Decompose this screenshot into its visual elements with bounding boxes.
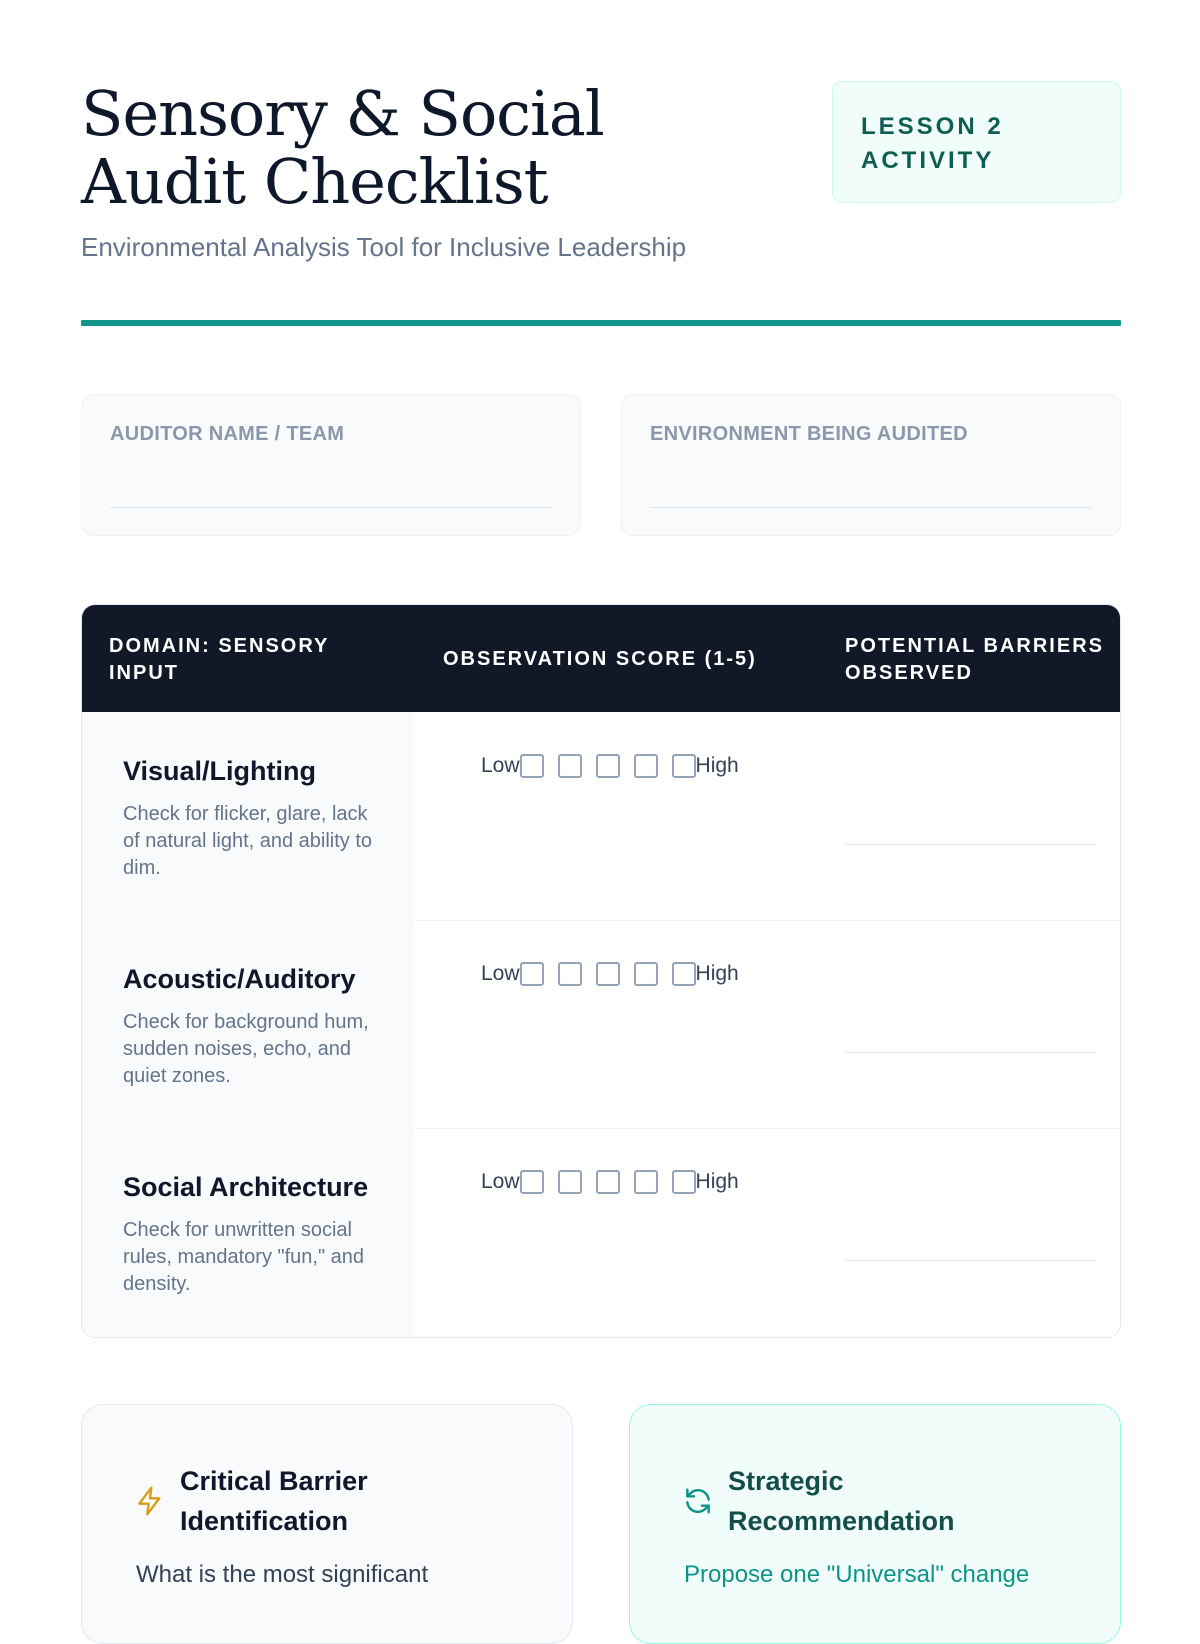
- table-header: [82, 605, 1120, 712]
- score-scale: [481, 753, 739, 779]
- scale-low-label: Low: [481, 754, 520, 777]
- page-title: Sensory & Social Audit Checklist: [81, 77, 604, 218]
- auditor-name-line[interactable]: [110, 507, 552, 508]
- refresh-icon: [682, 1485, 714, 1517]
- domain-cell: [82, 712, 414, 920]
- score-checkbox-1[interactable]: [520, 1170, 544, 1194]
- table-row: [82, 1128, 1120, 1336]
- lesson-badge: LESSON 2 ACTIVITY: [832, 81, 1121, 203]
- score-checkbox-3[interactable]: [596, 1170, 620, 1194]
- card-title: Critical Barrier Identification: [180, 1466, 368, 1536]
- card-prompt: What is the most significant: [136, 1561, 429, 1588]
- card-prompt: Propose one "Universal" change: [684, 1561, 1030, 1588]
- domain-cell: [82, 920, 414, 1128]
- score-checkbox-5[interactable]: [672, 1170, 696, 1194]
- environment-field[interactable]: [621, 394, 1121, 536]
- card-title: Strategic Recommendation: [728, 1466, 955, 1536]
- domain-description: Check for flicker, glare, lack of natural light, and ability to dim.: [123, 803, 373, 879]
- barrier-notes-line[interactable]: [845, 844, 1095, 845]
- header-barriers: POTENTIAL BARRIERS OBSERVED: [845, 635, 1104, 684]
- score-checkbox-1[interactable]: [520, 754, 544, 778]
- score-checkbox-3[interactable]: [596, 962, 620, 986]
- table-row: [82, 712, 1120, 921]
- scale-low-label: Low: [481, 1170, 520, 1193]
- strategic-recommendation-card: [629, 1404, 1121, 1644]
- audit-table: [81, 604, 1121, 1338]
- score-checkbox-2[interactable]: [558, 962, 582, 986]
- environment-label: ENVIRONMENT BEING AUDITED: [650, 423, 968, 445]
- scale-low-label: Low: [481, 962, 520, 985]
- scale-high-label: High: [695, 1170, 739, 1193]
- score-checkbox-5[interactable]: [672, 962, 696, 986]
- score-checkbox-2[interactable]: [558, 754, 582, 778]
- critical-barrier-card: [81, 1404, 573, 1644]
- domain-description: Check for unwritten social rules, mandatory "fun," and density.: [123, 1219, 364, 1295]
- auditor-name-label: AUDITOR NAME / TEAM: [110, 423, 345, 445]
- page-subtitle: Environmental Analysis Tool for Inclusive Leadership: [81, 232, 687, 262]
- table-row: [82, 920, 1120, 1129]
- score-checkbox-5[interactable]: [672, 754, 696, 778]
- score-checkbox-4[interactable]: [634, 754, 658, 778]
- header-score: OBSERVATION SCORE (1-5): [443, 648, 757, 670]
- header-domain: DOMAIN: SENSORY INPUT: [109, 635, 330, 684]
- domain-cell: [82, 1128, 414, 1336]
- domain-name: Acoustic/Auditory: [123, 964, 356, 994]
- domain-description: Check for background hum, sudden noises, echo, and quiet zones.: [123, 1011, 369, 1087]
- environment-line[interactable]: [650, 507, 1092, 508]
- score-scale: [481, 961, 739, 987]
- barrier-notes-line[interactable]: [845, 1052, 1095, 1053]
- score-checkbox-3[interactable]: [596, 754, 620, 778]
- score-checkbox-2[interactable]: [558, 1170, 582, 1194]
- scale-high-label: High: [695, 962, 739, 985]
- score-checkbox-1[interactable]: [520, 962, 544, 986]
- score-checkbox-4[interactable]: [634, 1170, 658, 1194]
- header-divider: [81, 320, 1121, 326]
- auditor-name-field[interactable]: [81, 394, 581, 536]
- score-checkbox-4[interactable]: [634, 962, 658, 986]
- lightning-icon: [134, 1485, 166, 1517]
- score-scale: [481, 1169, 739, 1195]
- barrier-notes-line[interactable]: [845, 1260, 1095, 1261]
- domain-name: Social Architecture: [123, 1172, 369, 1202]
- domain-name: Visual/Lighting: [123, 756, 317, 786]
- scale-high-label: High: [695, 754, 739, 777]
